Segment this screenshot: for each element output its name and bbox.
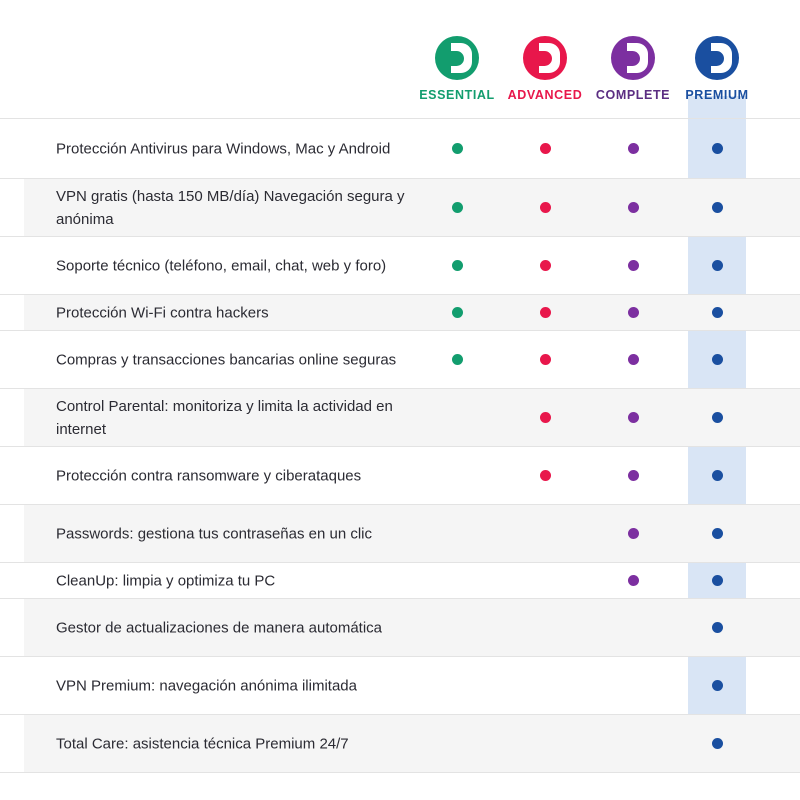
- plan-label: ESSENTIAL: [419, 88, 495, 102]
- included-dot: [712, 202, 723, 213]
- table-header: [0, 0, 800, 118]
- included-dot: [712, 528, 723, 539]
- included-dot: [540, 307, 551, 318]
- included-dot: [452, 260, 463, 271]
- feature-label: Passwords: gestiona tus contraseñas en un clic: [56, 524, 373, 542]
- table-body: [0, 118, 800, 772]
- leaf-person-icon: [435, 36, 479, 80]
- included-dot: [628, 354, 639, 365]
- table-row: [0, 294, 800, 330]
- included-dot: [712, 622, 723, 633]
- included-dot: [628, 575, 639, 586]
- table-row: [0, 714, 800, 772]
- feature-label: Total Care: asistencia técnica Premium 24/7: [56, 734, 349, 752]
- plan-column-premium: [662, 36, 772, 102]
- feature-label: Compras y transacciones bancarias online seguras: [56, 350, 397, 368]
- included-dot: [540, 470, 551, 481]
- feature-label: CleanUp: limpia y optimiza tu PC: [56, 571, 276, 589]
- feature-label: Protección contra ransomware y ciberataques: [56, 466, 362, 484]
- feature-label: VPN Premium: navegación anónima ilimitada: [56, 676, 357, 694]
- feature-label: Gestor de actualizaciones de manera automática: [56, 618, 383, 636]
- plan-label: PREMIUM: [685, 88, 749, 102]
- included-dot: [628, 528, 639, 539]
- table-row: [0, 330, 800, 388]
- included-dot: [628, 470, 639, 481]
- feature-label: Control Parental: monitoriza y limita la actividad en internet: [56, 397, 393, 438]
- table-row: [0, 562, 800, 598]
- included-dot: [452, 202, 463, 213]
- included-dot: [628, 412, 639, 423]
- included-dot: [540, 354, 551, 365]
- included-dot: [540, 143, 551, 154]
- table-row: [0, 388, 800, 446]
- included-dot: [452, 307, 463, 318]
- table-row: [0, 504, 800, 562]
- included-dot: [628, 307, 639, 318]
- leaf-person-icon: [523, 36, 567, 80]
- included-dot: [712, 738, 723, 749]
- included-dot: [712, 412, 723, 423]
- table-row: [0, 236, 800, 294]
- included-dot: [452, 354, 463, 365]
- included-dot: [540, 412, 551, 423]
- plan-label: ADVANCED: [507, 88, 583, 102]
- feature-label: VPN gratis (hasta 150 MB/día) Navegación segura y anónima: [56, 187, 405, 228]
- included-dot: [628, 260, 639, 271]
- included-dot: [628, 202, 639, 213]
- included-dot: [712, 354, 723, 365]
- included-dot: [712, 680, 723, 691]
- included-dot: [712, 143, 723, 154]
- included-dot: [712, 260, 723, 271]
- plan-label: COMPLETE: [595, 88, 671, 102]
- included-dot: [540, 260, 551, 271]
- table-row: [0, 656, 800, 714]
- feature-label: Protección Antivirus para Windows, Mac y Android: [56, 139, 391, 157]
- included-dot: [712, 575, 723, 586]
- table-bottom-divider: [0, 772, 800, 774]
- table-row: [0, 118, 800, 178]
- table-row: [0, 598, 800, 656]
- feature-label: Soporte técnico (teléfono, email, chat, web y foro): [56, 256, 387, 274]
- table-row: [0, 178, 800, 236]
- included-dot: [452, 143, 463, 154]
- included-dot: [540, 202, 551, 213]
- included-dot: [712, 307, 723, 318]
- included-dot: [628, 143, 639, 154]
- included-dot: [712, 470, 723, 481]
- feature-label: Protección Wi-Fi contra hackers: [56, 303, 269, 321]
- table-row: [0, 446, 800, 504]
- leaf-person-icon: [695, 36, 739, 80]
- leaf-person-icon: [611, 36, 655, 80]
